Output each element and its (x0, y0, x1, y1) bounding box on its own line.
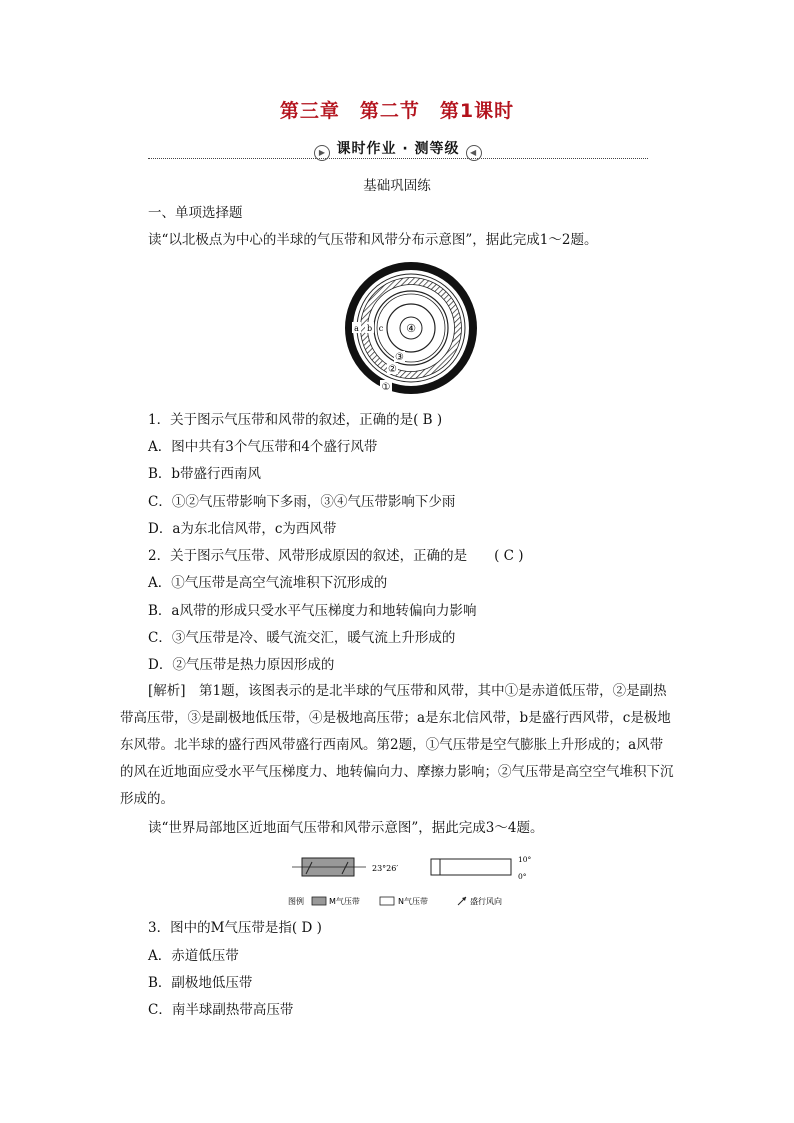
play-left-icon: ◀ (466, 145, 482, 161)
banner-text: 课时作业 · 测等级 (336, 141, 460, 157)
page-title: 第三章 第二节 第1课时 (279, 100, 515, 122)
q1-option-b: B．b带盛行西南风 (148, 466, 262, 482)
q2-stem: 2．关于图示气压带、风带形成原因的叙述，正确的是 ( C ) (148, 548, 524, 564)
lat-0: 0° (518, 872, 527, 881)
q1-stem: 1．关于图示气压带和风带的叙述，正确的是( B ) (148, 412, 443, 428)
q3-option-a: A．赤道低压带 (148, 948, 239, 964)
q1-option-a: A．图中共有3个气压带和4个盛行风带 (148, 439, 378, 455)
q3-stem: 3．图中的M气压带是指( D ) (148, 920, 322, 936)
n-pressure-belt (431, 859, 511, 875)
q2-option-a: A．①气压带是高空气流堆积下沉形成的 (148, 575, 388, 591)
q2-option-b: B．a风带的形成只受水平气压梯度力和地转偏向力影响 (148, 603, 477, 619)
part-heading: 一、单项选择题 (148, 205, 243, 221)
local-pressure-belts-figure (286, 852, 546, 912)
label-b: b (366, 324, 373, 333)
q2-option-c: C．③气压带是冷、暖气流交汇，暖气流上升形成的 (148, 630, 456, 646)
q3-option-c: C．南半球副热带高压带 (148, 1002, 294, 1018)
legend-m: M气压带 (329, 897, 360, 906)
explanation: [解析] 第1题，该图表示的是北半球的气压带和风带，其中①是赤道低压带，②是副热带高压带，③是副极地低压带，④是极地高压带；a是东北信风带，b是盛行西风带，c是极地东风带。北半球的盛行西风带盛行西南风。第2题，①气压带是空气膨胀上升形成的；a风带的风在近地面应受水平气压梯度力、地转偏向力、摩擦力影响；②气压带是高空空气堆积下沉形成的。 (120, 683, 674, 807)
q2-option-d: D．②气压带是热力原因形成的 (148, 657, 335, 673)
legend-wind: 盛行风向 (470, 897, 502, 906)
intro-q3-4: 读“世界局部地区近地面气压带和风带示意图”，据此完成3～4题。 (148, 820, 544, 836)
label-3: ③ (395, 352, 404, 363)
section-heading: 基础巩固练 (363, 178, 431, 194)
label-2: ② (388, 364, 397, 375)
lat-10: 10° (518, 855, 532, 864)
q3-option-b: B．副极地低压带 (148, 975, 253, 991)
pressure-belts-circle-figure (345, 262, 477, 394)
legend-n: N气压带 (398, 897, 428, 906)
label-4: ④ (406, 322, 416, 335)
lat-23-26: 23°26′ (372, 864, 399, 873)
legend-n-swatch (380, 897, 394, 905)
label-c: c (378, 324, 384, 333)
play-right-icon: ▶ (314, 145, 330, 161)
legend-m-swatch (312, 897, 326, 905)
q1-option-d: D．a为东北信风带，c为西风带 (148, 521, 337, 537)
intro-q1-2: 读“以北极点为中心的半球的气压带和风带分布示意图”，据此完成1～2题。 (148, 232, 598, 248)
legend-title: 图例 (288, 897, 304, 906)
label-1: ① (381, 382, 391, 393)
q1-option-c: C．①②气压带影响下多雨，③④气压带影响下少雨 (148, 494, 456, 510)
homework-banner (148, 138, 648, 160)
label-a: a (354, 324, 359, 333)
banner-label (148, 138, 648, 161)
